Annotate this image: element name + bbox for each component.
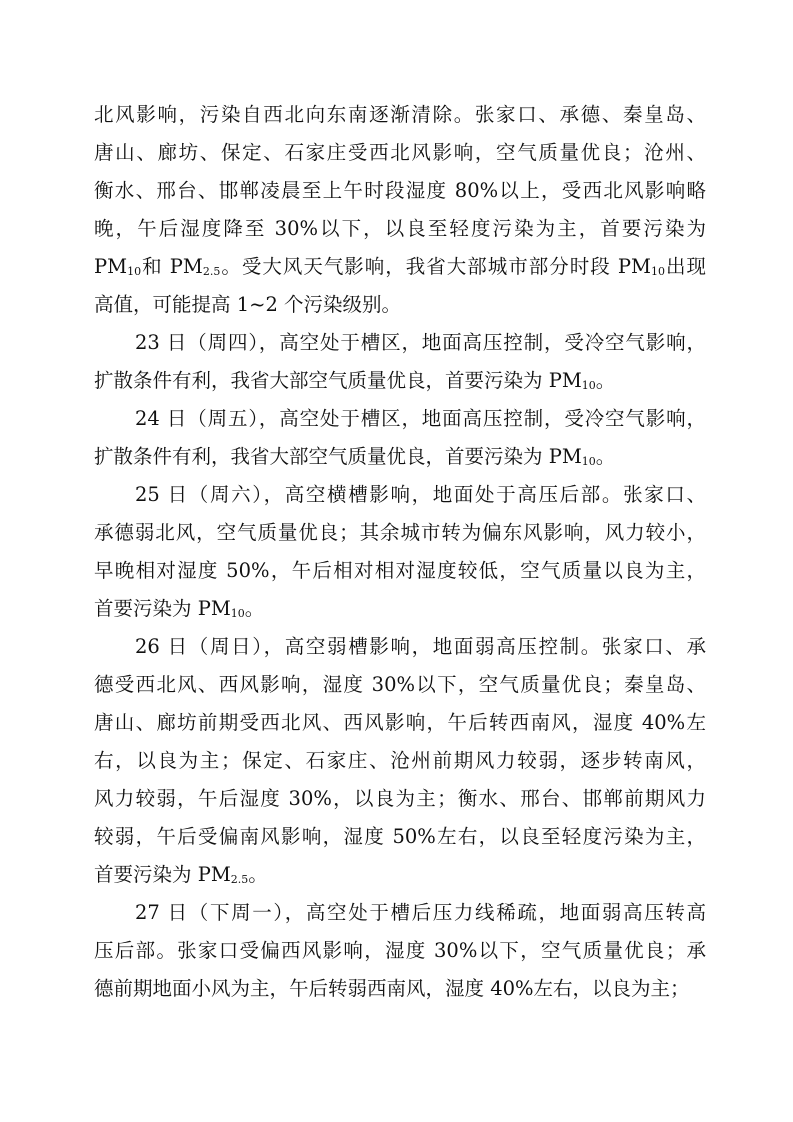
text-run: 德前期地面小风为主，午后转弱西南风，湿度 40%左右，以良为主； <box>94 977 690 1000</box>
paragraph <box>94 400 706 476</box>
text-line <box>94 400 706 438</box>
text-run: 23 日（周四），高空处于槽区，地面高压控制，受冷空气影响， <box>135 331 706 354</box>
text-line <box>94 932 706 970</box>
subscript-text: 2.5 <box>230 873 249 886</box>
text-run: 德受西北风、西风影响，湿度 30%以下，空气质量优良；秦皇岛、 <box>94 673 706 696</box>
paragraph <box>94 476 706 628</box>
text-run: 衡水、邢台、邯郸凌晨至上午时段湿度 80%以上，受西北风影响略 <box>94 179 706 202</box>
text-line <box>94 894 706 932</box>
text-run: 。 <box>248 863 268 886</box>
text-run: 。受大风天气影响，我省大部城市部分时段 PM <box>220 255 651 278</box>
text-run: 扩散条件有利，我省大部空气质量优良，首要污染为 PM <box>94 369 582 392</box>
text-line <box>94 324 706 362</box>
text-line <box>94 514 706 552</box>
text-line <box>94 210 706 248</box>
text-line <box>94 96 706 134</box>
subscript-text: 10 <box>230 607 245 620</box>
text-line <box>94 134 706 172</box>
text-run: 唐山、廊坊前期受西北风、西风影响，午后转西南风，湿度 40%左 <box>94 711 706 734</box>
text-run: 首要污染为 PM <box>94 597 231 620</box>
text-run: 27 日（下周一），高空处于槽后压力线稀疏，地面弱高压转高 <box>135 901 706 924</box>
text-line <box>94 590 706 628</box>
text-line <box>94 628 706 666</box>
text-line <box>94 552 706 590</box>
text-run: 北风影响，污染自西北向东南逐渐清除。张家口、承德、秦皇岛、 <box>94 103 706 126</box>
text-run: 早晚相对湿度 50%，午后相对相对湿度较低，空气质量以良为主， <box>94 559 706 582</box>
text-run: PM <box>94 255 128 278</box>
paragraph <box>94 96 706 324</box>
text-run: 压后部。张家口受偏西风影响，湿度 30%以下，空气质量优良；承 <box>94 939 706 962</box>
text-line <box>94 818 706 856</box>
text-run: 唐山、廊坊、保定、石家庄受西北风影响，空气质量优良；沧州、 <box>94 141 706 164</box>
text-line <box>94 666 706 704</box>
text-line <box>94 362 706 400</box>
text-line <box>94 248 706 286</box>
subscript-text: 10 <box>650 265 665 278</box>
text-run: 较弱，午后受偏南风影响，湿度 50%左右，以良至轻度污染为主， <box>94 825 706 848</box>
text-run: 。 <box>595 369 616 392</box>
subscript-text: 10 <box>127 265 142 278</box>
text-line <box>94 438 706 476</box>
text-line <box>94 704 706 742</box>
text-line <box>94 172 706 210</box>
text-run: 出现 <box>664 255 706 278</box>
subscript-text: 10 <box>581 379 596 392</box>
text-run: 和 PM <box>141 255 203 278</box>
text-run: 晚，午后湿度降至 30%以下，以良至轻度污染为主，首要污染为 <box>94 217 706 240</box>
text-run: 承德弱北风，空气质量优良；其余城市转为偏东风影响，风力较小， <box>94 521 706 544</box>
text-line <box>94 970 706 1008</box>
subscript-text: 10 <box>581 455 596 468</box>
text-line <box>94 476 706 514</box>
text-run: 24 日（周五），高空处于槽区，地面高压控制，受冷空气影响， <box>135 407 706 430</box>
document-body <box>94 96 706 1008</box>
text-run: 26 日（周日），高空弱槽影响，地面弱高压控制。张家口、承 <box>135 635 706 658</box>
subscript-text: 2.5 <box>202 265 221 278</box>
text-run: 25 日（周六），高空横槽影响，地面处于高压后部。张家口、 <box>135 483 706 506</box>
text-run: 风力较弱，午后湿度 30%，以良为主；衡水、邢台、邯郸前期风力 <box>94 787 706 810</box>
text-run: 。 <box>595 445 616 468</box>
paragraph <box>94 628 706 894</box>
paragraph <box>94 324 706 400</box>
text-run: 。 <box>244 597 265 620</box>
text-line <box>94 856 706 894</box>
text-line <box>94 742 706 780</box>
text-line <box>94 286 706 324</box>
text-run: 扩散条件有利，我省大部空气质量优良，首要污染为 PM <box>94 445 582 468</box>
text-run: 首要污染为 PM <box>94 863 231 886</box>
text-line <box>94 780 706 818</box>
paragraph <box>94 894 706 1008</box>
text-run: 右，以良为主；保定、石家庄、沧州前期风力较弱，逐步转南风， <box>94 749 706 772</box>
text-run: 高值，可能提高 1~2 个污染级别。 <box>94 293 402 316</box>
